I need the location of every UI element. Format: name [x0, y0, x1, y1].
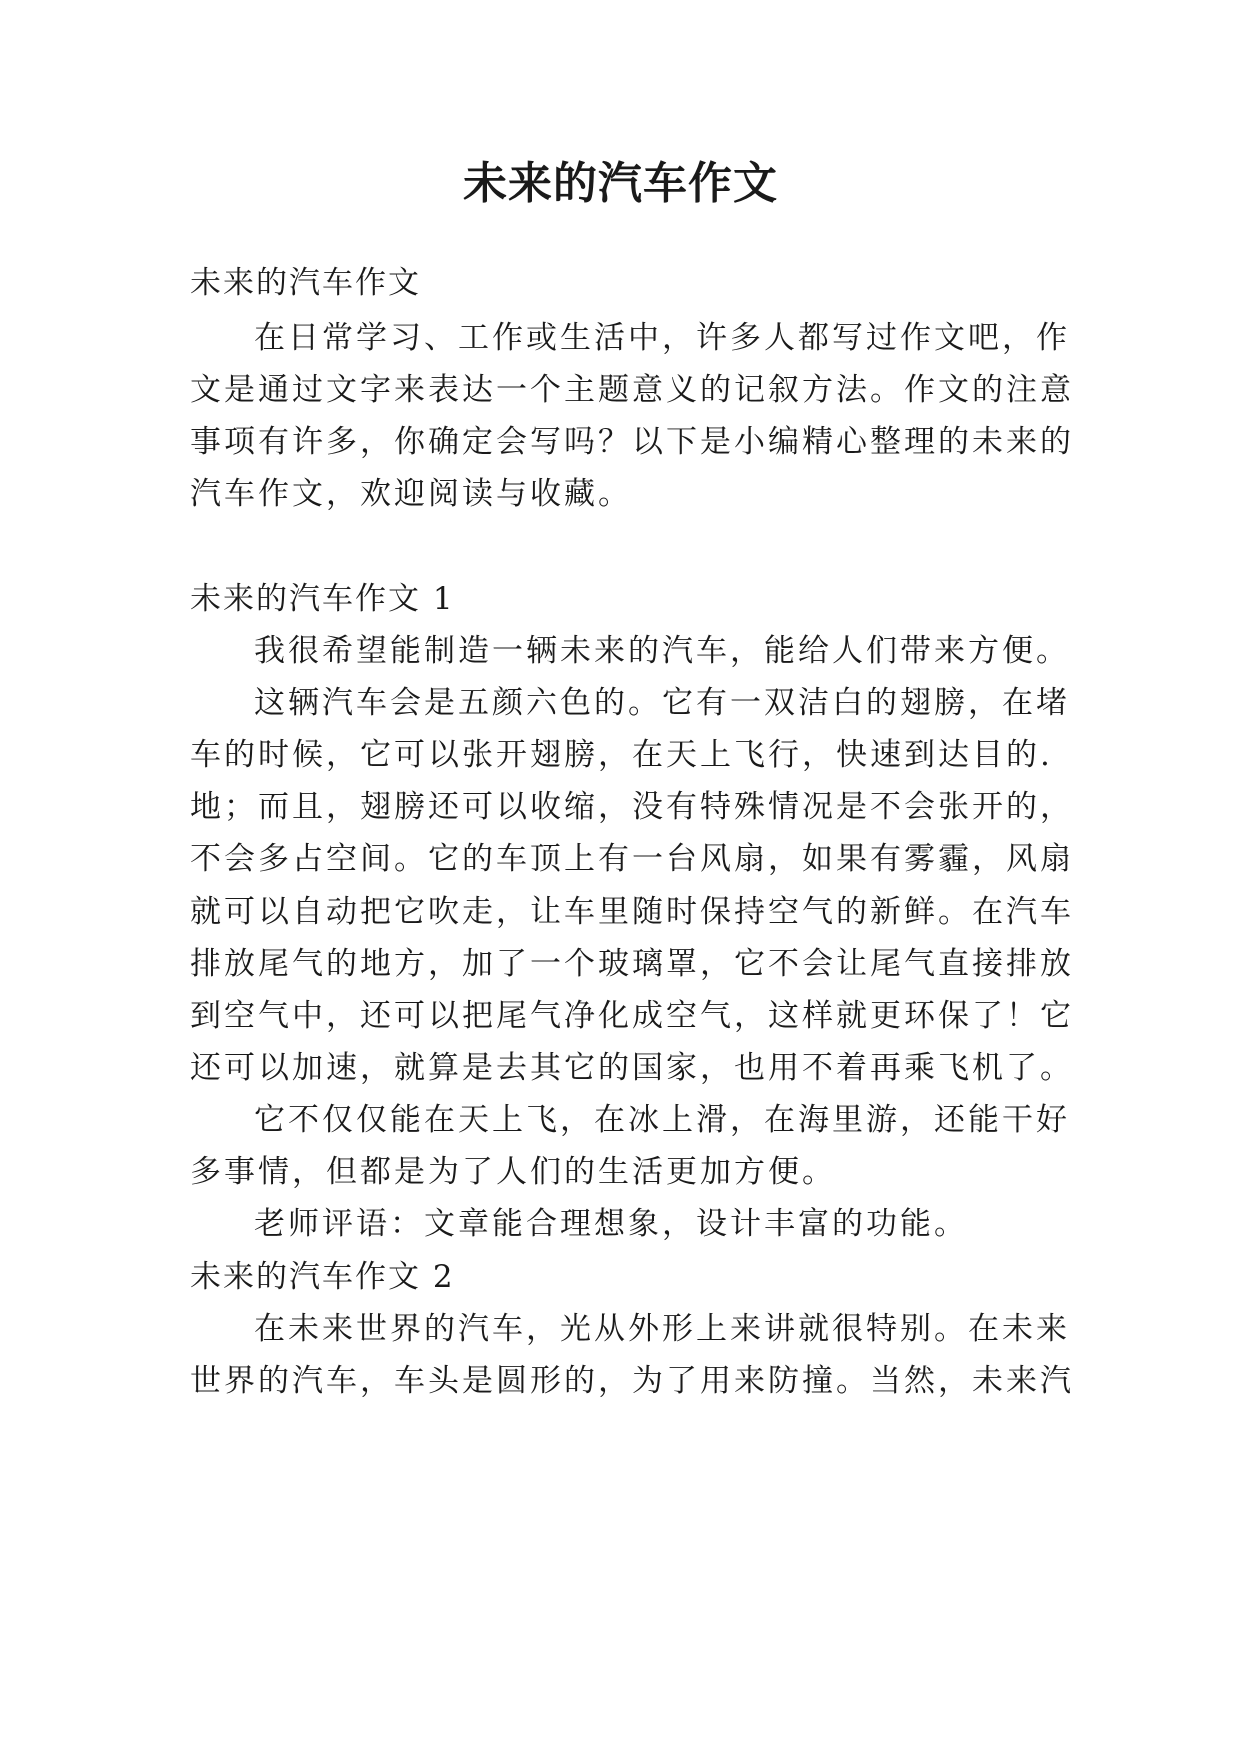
paragraph-line: 这辆汽车会是五颜六色的。它有一双洁白的翅膀，在堵	[254, 685, 1070, 721]
paragraph-line: 文是通过文字来表达一个主题意义的记叙方法。作文的注意	[190, 372, 1074, 408]
paragraph-line: 事项有许多，你确定会写吗？以下是小编精心整理的未来的	[190, 424, 1074, 460]
paragraph-line: 就可以自动把它吹走，让车里随时保持空气的新鲜。在汽车	[190, 894, 1074, 930]
paragraph-line: 排放尾气的地方，加了一个玻璃罩，它不会让尾气直接排放	[190, 946, 1074, 982]
section-heading-intro: 未来的汽车作文	[190, 265, 421, 301]
paragraph-line: 我很希望能制造一辆未来的汽车，能给人们带来方便。	[254, 633, 1070, 669]
teacher-comment: 老师评语：文章能合理想象，设计丰富的功能。	[254, 1206, 968, 1242]
paragraph-line: 到空气中，还可以把尾气净化成空气，这样就更环保了！它	[190, 998, 1074, 1034]
paragraph-line: 在日常学习、工作或生活中，许多人都写过作文吧，作	[254, 320, 1070, 356]
paragraph-line: 汽车作文，欢迎阅读与收藏。	[190, 476, 632, 512]
section-heading-1: 未来的汽车作文 1	[190, 581, 455, 617]
section-heading-2: 未来的汽车作文 2	[190, 1259, 455, 1295]
paragraph-line: 车的时候，它可以张开翅膀，在天上飞行，快速到达目的.	[190, 737, 1053, 773]
paragraph-line: 还可以加速，就算是去其它的国家，也用不着再乘飞机了。	[190, 1050, 1074, 1086]
document-title: 未来的汽车作文	[463, 158, 778, 209]
paragraph-line: 不会多占空间。它的车顶上有一台风扇，如果有雾霾，风扇	[190, 841, 1074, 877]
paragraph-line: 地；而且，翅膀还可以收缩，没有特殊情况是不会张开的，	[190, 789, 1074, 825]
paragraph-line: 在未来世界的汽车，光从外形上来讲就很特别。在未来	[254, 1311, 1070, 1347]
paragraph-line: 多事情，但都是为了人们的生活更加方便。	[190, 1154, 836, 1190]
paragraph-line: 世界的汽车，车头是圆形的，为了用来防撞。当然，未来汽	[190, 1363, 1074, 1399]
paragraph-line: 它不仅仅能在天上飞，在冰上滑，在海里游，还能干好	[254, 1102, 1070, 1138]
